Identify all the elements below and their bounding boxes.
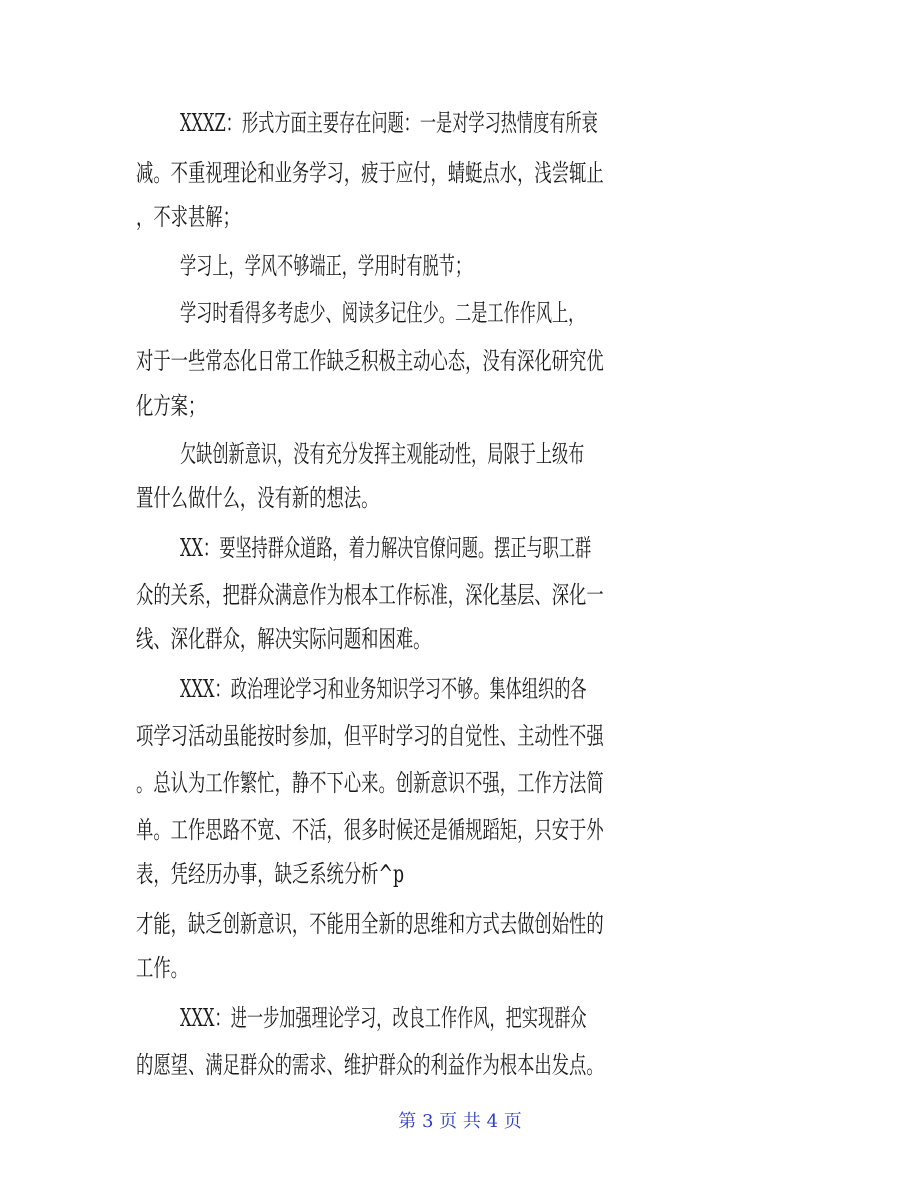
text-line: 置什么做什么，没有新的想法。 (136, 484, 379, 512)
text-line: 众的关系，把群众满意作为根本工作标准，深化基层、深化一 (136, 581, 604, 609)
text-line: 化方案； (136, 392, 206, 420)
text-line: 。总认为工作繁忙，静不下心来。创新意识不强，工作方法简 (136, 769, 604, 797)
text-line: 减。不重视理论和业务学习，疲于应付，蜻蜓点水，浅尝辄止 (136, 159, 604, 187)
text-line: 对于一些常态化日常工作缺乏积极主动心态，没有深化研究优 (136, 347, 604, 375)
text-line: 欠缺创新意识，没有充分发挥主观能动性，局限于上级布 (180, 440, 585, 468)
text-line: XX：要坚持群众道路，着力解决官僚问题。摆正与职工群 (180, 534, 592, 562)
text-line: 学习上，学风不够端正，学用时有脱节； (180, 252, 472, 280)
text-line: 项学习活动虽能按时参加，但平时学习的自觉性、主动性不强 (136, 722, 604, 750)
text-line: ，不求甚解； (136, 203, 240, 231)
text-line: XXXZ：形式方面主要存在问题：一是对学习热情度有所衰 (180, 109, 598, 137)
page-number-footer: 第 3 页 共 4 页 (398, 1111, 522, 1132)
text-line: 单。工作思路不宽、不活，很多时候还是循规蹈矩，只安于外 (136, 816, 604, 844)
text-line: 学习时看得多考虑少、阅读多记住少。二是工作作风上， (180, 299, 585, 327)
text-line: 才能，缺乏创新意识，不能用全新的思维和方式去做创始性的 (136, 910, 604, 938)
text-line: XXX：进一步加强理论学习，改良工作作风，把实现群众 (180, 1004, 587, 1032)
text-line: XXX：政治理论学习和业务知识学习不够。集体组织的各 (180, 675, 587, 703)
text-line: 工作。 (136, 954, 188, 982)
text-line: 的愿望、满足群众的需求、维护群众的利益作为根本出发点。 (136, 1051, 604, 1079)
text-line: 表，凭经历办事，缺乏系统分析^p (136, 860, 405, 888)
text-line: 线、深化群众，解决实际问题和困难。 (136, 625, 431, 653)
